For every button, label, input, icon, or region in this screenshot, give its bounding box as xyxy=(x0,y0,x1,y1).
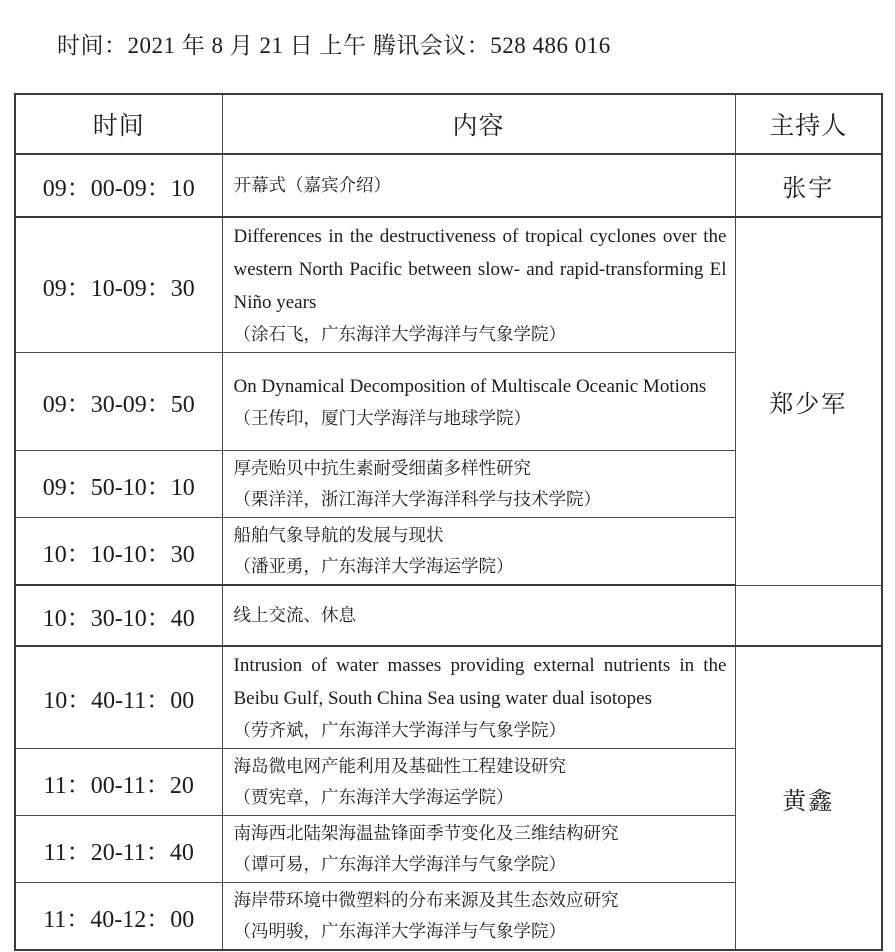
presenter-info: （潘亚勇，广东海洋大学海运学院） xyxy=(233,556,514,576)
presenter-info: （王传印，厦门大学海洋与地球学院） xyxy=(233,407,531,428)
time-cell: 10：30-10：40 xyxy=(15,585,222,646)
content-cell xyxy=(222,646,735,749)
table-header xyxy=(15,94,882,154)
host-cell: 郑少军 xyxy=(735,217,882,585)
time-cell: 09：50-10：10 xyxy=(15,451,222,518)
session-title: Differences in the destructiveness of tropical cyclones over the western North Pacific between slow- and rapid-transforming El Niño years xyxy=(233,226,727,313)
time-cell: 09：00-09：10 xyxy=(15,154,222,217)
presenter-info: （栗洋洋，浙江海洋大学海洋科学与技术学院） xyxy=(233,489,601,509)
time-cell: 09：30-09：50 xyxy=(15,353,222,451)
host-cell xyxy=(735,585,882,646)
content-cell xyxy=(222,451,735,518)
content-cell xyxy=(222,217,735,353)
column-header-host: 主持人 xyxy=(735,94,882,154)
time-cell: 11：40-12：00 xyxy=(15,883,222,951)
session-title: 厚壳贻贝中抗生素耐受细菌多样性研究 xyxy=(233,458,531,478)
presenter-info: （贾宪章，广东海洋大学海运学院） xyxy=(233,787,514,807)
content-cell xyxy=(222,353,735,451)
column-header-content: 内容 xyxy=(222,94,735,154)
time-cell: 10：10-10：30 xyxy=(15,518,222,586)
session-title: 船舶气象导航的发展与现状 xyxy=(233,525,444,545)
table-row xyxy=(15,646,882,749)
presenter-info: （涂石飞，广东海洋大学海洋与气象学院） xyxy=(233,324,566,344)
session-title: Intrusion of water masses providing external nutrients in the Beibu Gulf, South China Sea using water dual isotopes xyxy=(233,655,727,709)
column-header-time: 时间 xyxy=(15,94,222,154)
content-cell xyxy=(222,154,735,217)
session-title: 线上交流、休息 xyxy=(233,605,356,625)
header-row xyxy=(15,94,882,154)
table-row xyxy=(15,585,882,646)
time-cell: 10：40-11：00 xyxy=(15,646,222,749)
table-body xyxy=(15,154,882,950)
table-row xyxy=(15,154,882,217)
presenter-info: （谭可易，广东海洋大学海洋与气象学院） xyxy=(233,854,566,874)
time-cell: 11：00-11：20 xyxy=(15,749,222,816)
session-title: 海岸带环境中微塑料的分布来源及其生态效应研究 xyxy=(233,890,619,910)
host-cell: 张宇 xyxy=(735,154,882,217)
host-cell: 黄鑫 xyxy=(735,646,882,950)
content-cell xyxy=(222,749,735,816)
session-title: 开幕式（嘉宾介绍） xyxy=(233,175,391,195)
content-cell xyxy=(222,883,735,951)
meeting-info: 时间：2021 年 8 月 21 日 上午 腾讯会议：528 486 016 xyxy=(57,33,611,58)
content-cell xyxy=(222,518,735,586)
presenter-info: （劳齐斌，广东海洋大学海洋与气象学院） xyxy=(233,720,566,740)
session-title: 南海西北陆架海温盐锋面季节变化及三维结构研究 xyxy=(233,823,619,843)
content-cell xyxy=(222,816,735,883)
schedule-table xyxy=(14,93,883,951)
table-row xyxy=(15,217,882,353)
time-cell: 11：20-11：40 xyxy=(15,816,222,883)
content-cell xyxy=(222,585,735,646)
time-cell: 09：10-09：30 xyxy=(15,217,222,353)
session-title: On Dynamical Decomposition of Multiscale Oceanic Motions xyxy=(233,375,707,397)
session-title: 海岛微电网产能利用及基础性工程建设研究 xyxy=(233,756,566,776)
presenter-info: （冯明骏，广东海洋大学海洋与气象学院） xyxy=(233,921,566,941)
